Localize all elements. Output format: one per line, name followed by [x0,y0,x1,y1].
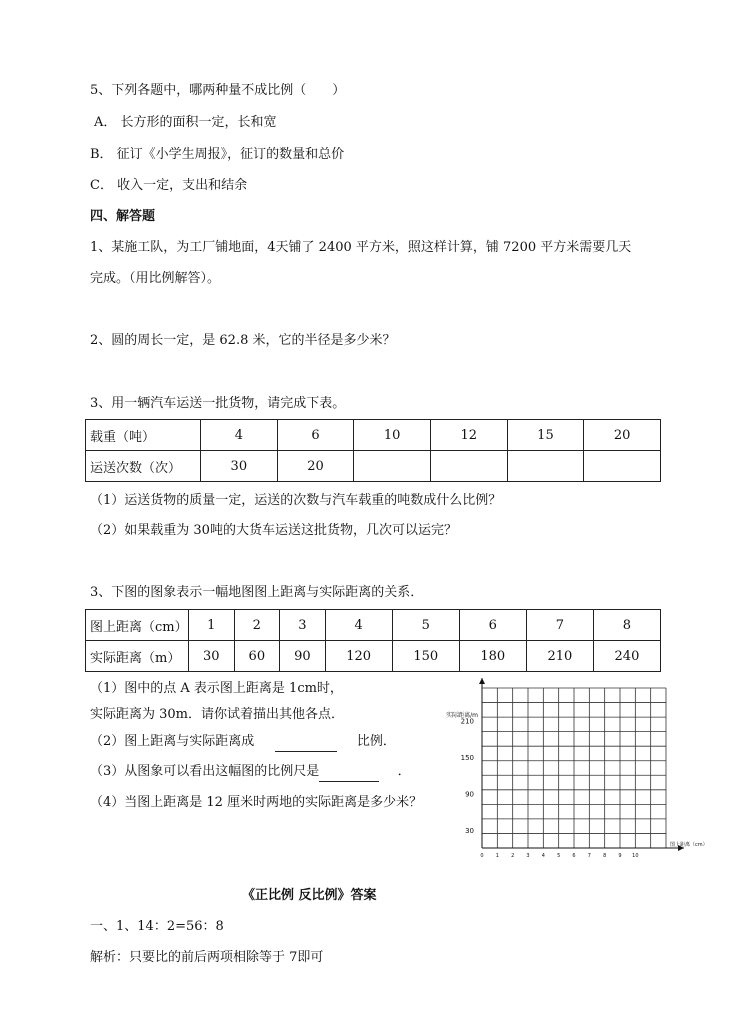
table-cell: 5 [392,610,459,641]
table-cell: 30 [189,641,235,672]
answers-line1: 一、1、14：2=56：8 [90,919,224,934]
x-tick-label: 9 [618,853,622,859]
answer-blank[interactable] [319,767,379,782]
table-cell: 120 [325,641,392,672]
x-tick-label: 5 [557,853,561,859]
table-cell: 20 [277,451,354,482]
problem2: 2、圆的周长一定，是 62.8 米，它的半径是多少米？ [90,333,396,348]
x-tick-label: 10 [632,853,639,859]
distance-chart [430,672,710,862]
table-cell: 8 [593,610,660,641]
answers-title: 《正比例 反比例》答案 [242,888,377,903]
answers-line2: 解析：只要比的前后两项相除等于 7即可 [90,950,324,965]
table-cell: 4 [325,610,392,641]
table-cell: 20 [584,420,661,451]
table-cell: 7 [526,610,593,641]
q2-suffix: 比例． [356,734,396,749]
problem4-q4: （4）当图上距离是 12 厘米时两地的实际距离是多少米？ [90,795,423,810]
table-cell [354,451,431,482]
table-cell: 6 [459,610,526,641]
table-cell: 240 [593,641,660,672]
x-tick-label: 4 [541,853,545,859]
problem3-q2: （2）如果载重为 30吨的大货车运送这批货物，几次可以运完？ [90,523,457,538]
problem4-q3 [90,762,411,782]
problem3-stem: 3、用一辆汽车运送一批货物，请完成下表。 [90,396,346,411]
x-tick-label: 0 [480,853,484,859]
table-cell: 3 [280,610,326,641]
table-row-label: 运送次数（次） [86,451,201,482]
x-axis-label: 图上距离（cm） [670,842,708,848]
answer-blank[interactable] [275,737,337,752]
problem1-line2: 完成。（用比例解答）。 [90,271,221,286]
y-tick-label: 30 [465,826,474,835]
problem1-line1: 1、某施工队，为工厂铺地面，4天铺了 2400 平方米，照这样计算，铺 7200 平方米需要几天 [90,240,632,255]
x-tick-label: 7 [587,853,591,859]
table-cell [507,451,584,482]
table-row-label: 图上距离（cm） [86,610,189,641]
table-cell: 12 [430,420,507,451]
table-cell: 60 [234,641,280,672]
q5-option-c: C． 收入一定，支出和结余 [90,178,248,193]
q3-prefix: （3）从图象可以看出这幅图的比例尺是 [90,764,320,779]
table-cell: 10 [354,420,431,451]
table-cell: 210 [526,641,593,672]
section-title: 四、解答题 [90,209,156,224]
table-cell [584,451,661,482]
load-table [85,419,661,482]
problem4-q2 [90,732,396,752]
q5-option-a: A． 长方形的面积一定，长和宽 [94,115,277,130]
table-cell: 15 [507,420,584,451]
q2-prefix: （2）图上距离与实际距离成 [90,734,255,749]
x-tick-label: 2 [511,853,515,859]
table-cell: 6 [277,420,354,451]
problem4-q1b: 实际距离为 30m．请你试着描出其他各点． [90,707,345,722]
q5-option-b: B． 征订《小学生周报》，征订的数量和总价 [90,147,345,162]
table-cell: 150 [392,641,459,672]
y-axis-arrow [479,678,485,684]
x-tick-label: 1 [495,853,499,859]
x-tick-label: 3 [526,853,530,859]
y-tick-label: 210 [460,717,474,726]
table-cell: 1 [189,610,235,641]
x-tick-label: 6 [572,853,576,859]
problem4-stem: 3、下图的图象表示一幅地图图上距离与实际距离的关系． [90,585,424,600]
q5-stem: 5、下列各题中，哪两种量不成比例（ ） [90,83,346,98]
table-row-label: 实际距离（m） [86,641,189,672]
table-cell: 180 [459,641,526,672]
y-tick-label: 150 [460,754,474,763]
distance-table [85,609,661,672]
table-cell [430,451,507,482]
table-cell: 2 [234,610,280,641]
table-row-label: 载重（吨） [86,420,201,451]
q3-suffix: ． [397,764,411,779]
table-cell: 4 [201,420,278,451]
problem3-q1: （1）运送货物的质量一定，运送的次数与汽车载重的吨数成什么比例？ [90,493,502,508]
y-tick-label: 90 [465,790,474,799]
table-cell: 90 [280,641,326,672]
table-cell: 30 [201,451,278,482]
x-tick-label: 8 [603,853,607,859]
problem4-q1a: （1）图中的点 A 表示图上距离是 1cm时， [90,681,343,696]
y-axis-label: 实际距离/m [446,712,478,719]
